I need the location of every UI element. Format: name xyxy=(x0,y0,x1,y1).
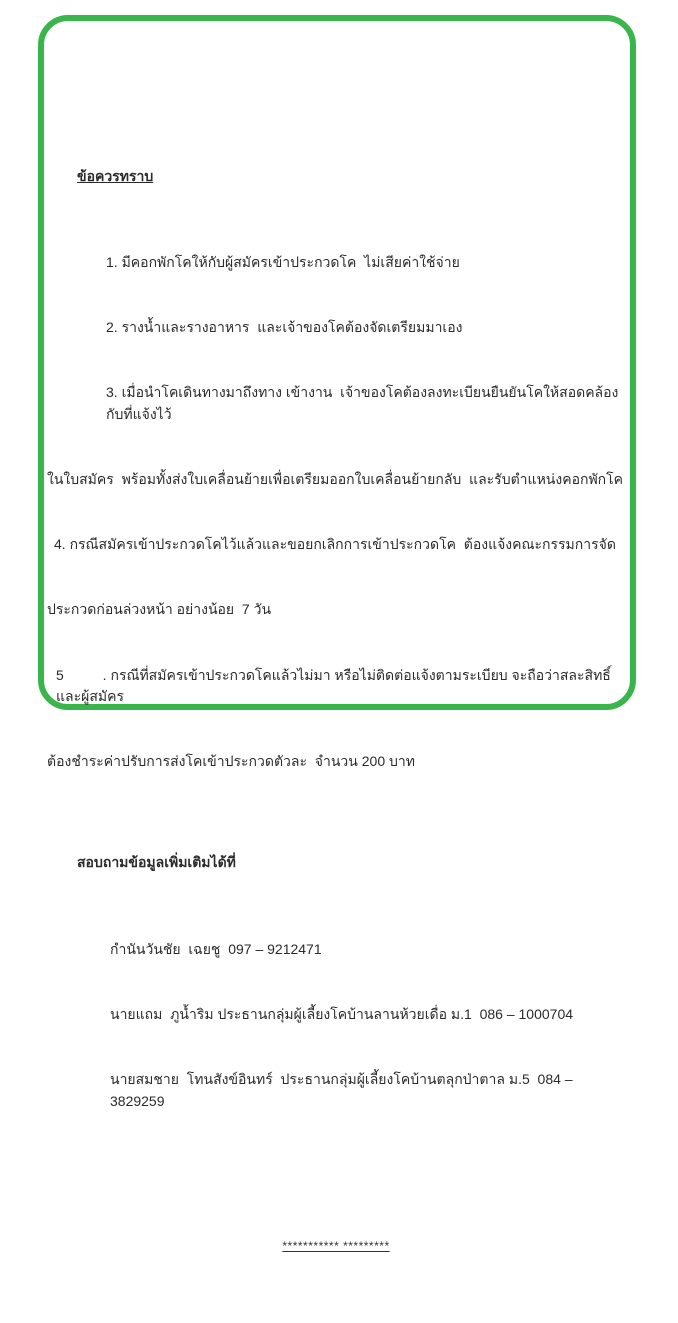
note-line-5-continued: ต้องชำระค่าปรับการส่งโคเข้าประกวดตัวละ จำนวน 200 บาท xyxy=(47,753,415,770)
contact-line-1: กำนันวันชัย เฉยชู 097 – 9212471 xyxy=(110,941,322,958)
contact-line-3: นายสมชาย โทนสังข์อินทร์ ประธานกลุ่มผู้เลี้ยงโคบ้านตลุกป่าตาล ม.5 084 – 3829259 xyxy=(110,1071,577,1109)
note-line-3-continued: ในใบสมัคร พร้อมทั้งส่งใบเคลื่อนย้ายเพื่อเตรียมออกใบเคลื่อนย้ายกลับ และรับตำแหน่งคอกพักโค xyxy=(47,471,624,488)
contact-heading: สอบถามข้อมูลเพิ่มเติมได้ที่ xyxy=(77,854,236,871)
note-line-4-continued: ประกวดก่อนล่วงหน้า อย่างน้อย 7 วัน xyxy=(47,601,272,618)
notes-heading: ข้อควรทราบ xyxy=(77,168,154,185)
note-line-1: 1. มีคอกพักโคให้กับผู้สมัครเข้าประกวดโค ไม่เสียค่าใช้จ่าย xyxy=(106,254,460,271)
note-line-3: 3. เมื่อนำโคเดินทางมาถึงทาง เข้างาน เจ้าของโคต้องลงทะเบียนยืนยันโคให้สอดคล้องกับที่แจ้งไว้ xyxy=(106,384,619,423)
note-line-4: 4. กรณีสมัครเข้าประกวดโคไว้แล้วและขอยกเลิกการเข้าประกวดโค ต้องแจ้งคณะกรรมการจัด xyxy=(54,536,616,553)
asterisk-separator: *********** ********* xyxy=(282,1238,390,1253)
note-line-2: 2. รางน้ำและรางอาหาร และเจ้าของโคต้องจัดเตรียมมาเอง xyxy=(106,319,463,336)
document-content xyxy=(47,100,625,1323)
note-line-5: 5 . กรณีที่สมัครเข้าประกวดโคแล้วไม่มา หรือไม่ติดต่อแจ้งตามระเบียบ จะถือว่าสละสิทธิ์ และผู้สมัคร xyxy=(56,666,619,705)
contact-line-2: นายแถม ภูน้ำริม ประธานกลุ่มผู้เลี้ยงโคบ้านลานห้วยเดื่อ ม.1 086 – 1000704 xyxy=(110,1006,574,1023)
